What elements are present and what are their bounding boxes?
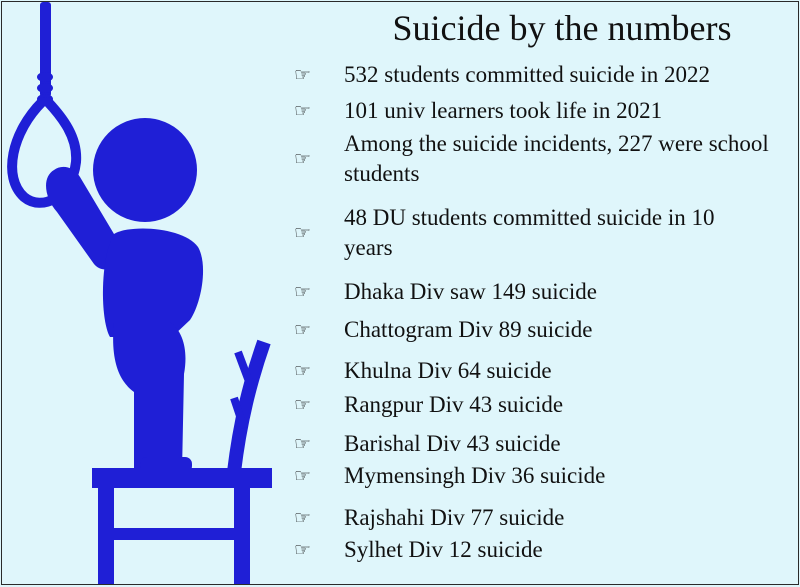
pointing-hand-icon: ☞ <box>294 222 312 244</box>
pointing-hand-icon: ☞ <box>294 64 312 86</box>
facts-list <box>2 2 798 584</box>
pointing-hand-icon: ☞ <box>294 100 312 122</box>
list-item <box>292 315 792 345</box>
list-item <box>292 356 792 386</box>
fact-text: 101 univ learners took life in 2021 <box>344 98 663 123</box>
fact-text: Rangpur Div 43 suicide <box>344 392 564 417</box>
infographic <box>1 1 799 585</box>
list-item <box>292 390 792 420</box>
fact-text: Chattogram Div 89 suicide <box>344 317 593 342</box>
pointing-hand-icon: ☞ <box>294 394 312 416</box>
fact-text: Sylhet Div 12 suicide <box>344 537 543 562</box>
fact-text: Dhaka Div saw 149 suicide <box>344 279 597 304</box>
pointing-hand-icon: ☞ <box>294 281 312 303</box>
pointing-hand-icon: ☞ <box>294 507 312 529</box>
list-item <box>292 535 792 565</box>
pointing-hand-icon: ☞ <box>294 465 312 487</box>
list-item <box>292 429 792 459</box>
pointing-hand-icon: ☞ <box>294 539 312 561</box>
pointing-hand-icon: ☞ <box>294 148 312 170</box>
list-item <box>292 60 792 90</box>
fact-text: Mymensingh Div 36 suicide <box>344 463 606 488</box>
fact-text: Barishal Div 43 suicide <box>344 431 561 456</box>
list-item <box>292 203 792 263</box>
fact-text: Rajshahi Div 77 suicide <box>344 505 565 530</box>
list-item <box>292 461 792 491</box>
list-item <box>292 96 792 126</box>
fact-text: Khulna Div 64 suicide <box>344 358 552 383</box>
page-title: Suicide by the numbers <box>392 8 732 48</box>
list-item <box>292 129 772 189</box>
pointing-hand-icon: ☞ <box>294 360 312 382</box>
list-item <box>292 503 792 533</box>
list-item <box>292 277 792 307</box>
pointing-hand-icon: ☞ <box>294 433 312 455</box>
fact-text: Among the suicide incidents, 227 were school students <box>344 131 769 186</box>
pointing-hand-icon: ☞ <box>294 319 312 341</box>
fact-text: 532 students committed suicide in 2022 <box>344 62 711 87</box>
fact-text: 48 DU students committed suicide in 10 years <box>344 205 715 260</box>
